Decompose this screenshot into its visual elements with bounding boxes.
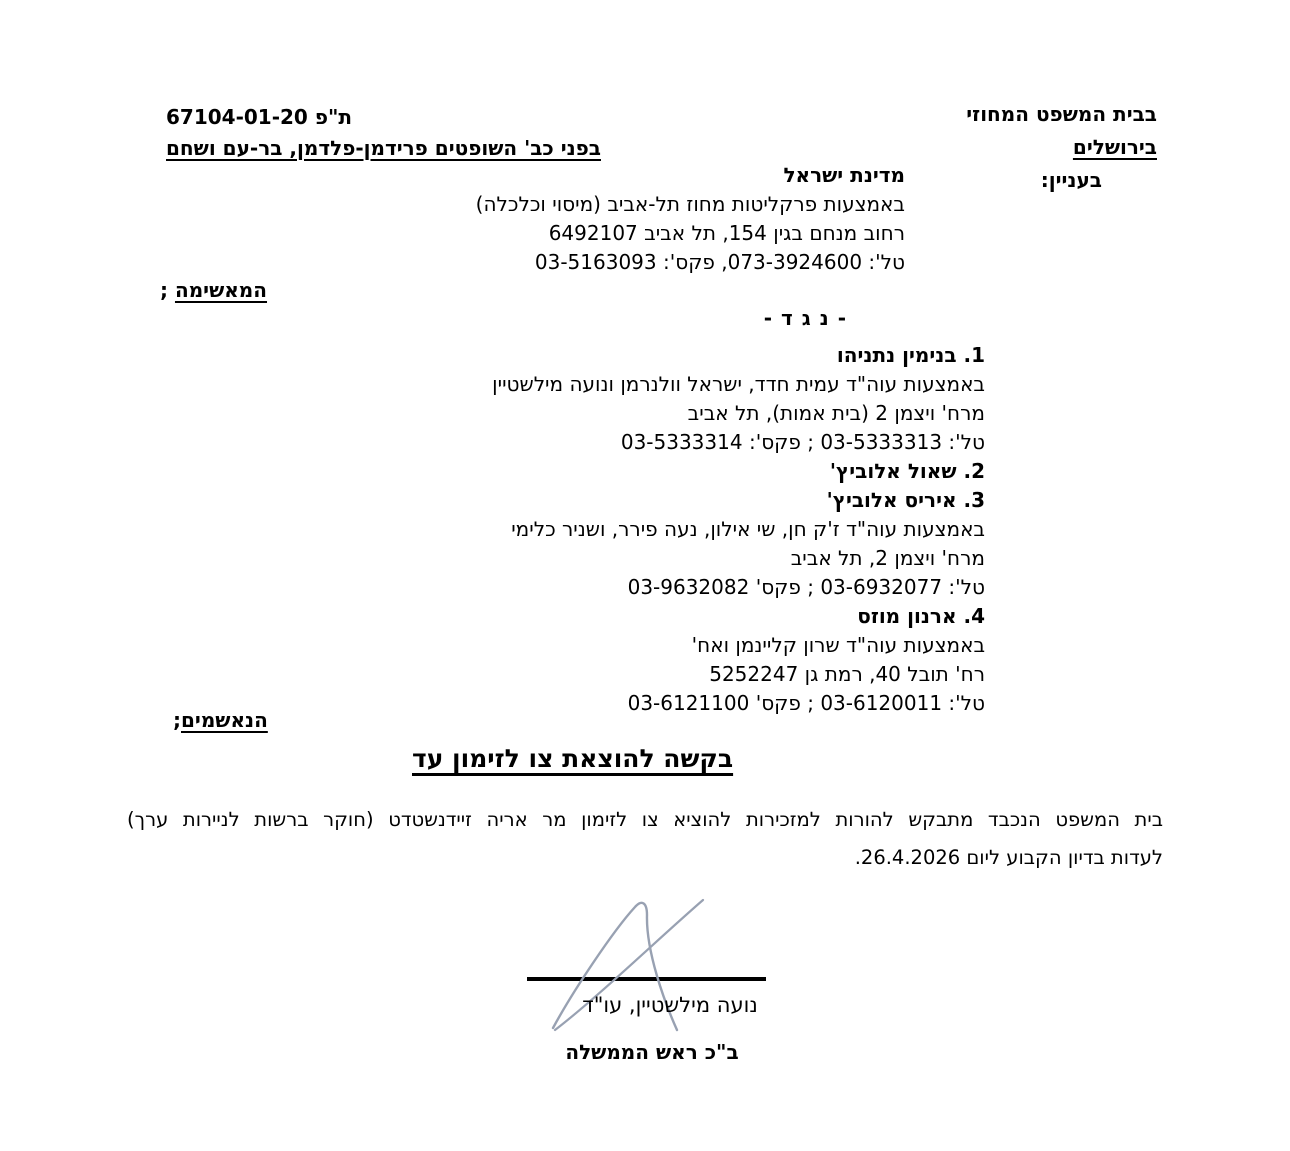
defendants-role-suffix: ; [173, 708, 181, 732]
defendant-2-name: 2. שאול אלוביץ' [829, 459, 985, 483]
court-name: בבית המשפט המחוזי [966, 102, 1157, 126]
request-paragraph-line-2: לעדות בדיון הקבוע ליום 26.4.2026. [854, 846, 1163, 869]
request-paragraph [127, 801, 1163, 877]
defendants-block [492, 341, 985, 718]
defendant-3-phones: טל': 03-6932077 ; פקס' 03-9632082 [627, 575, 985, 599]
prosecution-role-label [160, 278, 267, 302]
defendant-1-name: 1. בנימין נתניהו [836, 343, 985, 367]
signatory-role: ב"כ ראש הממשלה [565, 1040, 739, 1064]
handwritten-signature [518, 891, 828, 1046]
prosecution-address: רחוב מנחם בגין 154, תל אביב 6492107 [548, 221, 905, 245]
court-city: בירושלים [1072, 135, 1157, 159]
defendants-role-text: הנאשמים [181, 708, 268, 732]
prosecution-role-text: המאשימה [174, 278, 268, 302]
versus-line: - נ ג ד - [763, 306, 847, 330]
prosecution-block [476, 161, 905, 277]
request-paragraph-line-1: בית המשפט הנכבד מתבקש להורות למזכירות להוציא צו לזימון מר אריה זיידנשטדט (חוקר ברשות לניירות ערך) [127, 808, 1163, 831]
case-header [166, 102, 601, 164]
prosecution-represented-by: באמצעות פרקליטות מחוז תל-אביב (מיסוי וכלכלה) [475, 192, 905, 216]
prosecution-role-suffix: ; [160, 278, 175, 302]
defendant-1-phones: טל': 03-5333313 ; פקס': 03-5333314 [620, 430, 985, 454]
prosecution-phones: טל': 073-3924600, פקס': 03-5163093 [534, 250, 905, 274]
court-header [966, 98, 1157, 197]
defendant-4-phones: טל': 03-6120011 ; פקס' 03-6121100 [627, 691, 985, 715]
defendant-3-represented-by: באמצעות עוה"ד ז'ק חן, שי אילון, נעה פירר, ושניר כלימי [511, 517, 985, 541]
defendant-4-represented-by: באמצעות עוה"ד שרון קליינמן ואח' [691, 633, 985, 657]
defendant-3-name: 3. איריס אלוביץ' [826, 488, 985, 512]
case-number: ת"פ 67104-01-20 [166, 105, 353, 129]
defendant-4-address: רח' תובל 40, רמת גן 5252247 [709, 662, 985, 686]
defendant-3-address: מרח' ויצמן 2, תל אביב [790, 546, 985, 570]
defendant-4-name: 4. ארנון מוזס [857, 604, 985, 628]
defendants-role-label [173, 708, 268, 732]
signatory-name: נועה מילשטיין, עו"ד [582, 993, 758, 1017]
prosecution-name: מדינת ישראל [783, 163, 905, 187]
regarding-label: בעניין: [1040, 168, 1102, 192]
page-title: בקשה להוצאת צו לזימון עד [412, 744, 734, 773]
defendant-1-represented-by: באמצעות עוה"ד עמית חדד, ישראל וולנרמן ונועה מילשטיין [492, 372, 985, 396]
judges-line: בפני כב' השופטים פרידמן-פלדמן, בר-עם ושחם [166, 136, 601, 160]
defendant-1-address: מרח' ויצמן 2 (בית אמות), תל אביב [687, 401, 985, 425]
